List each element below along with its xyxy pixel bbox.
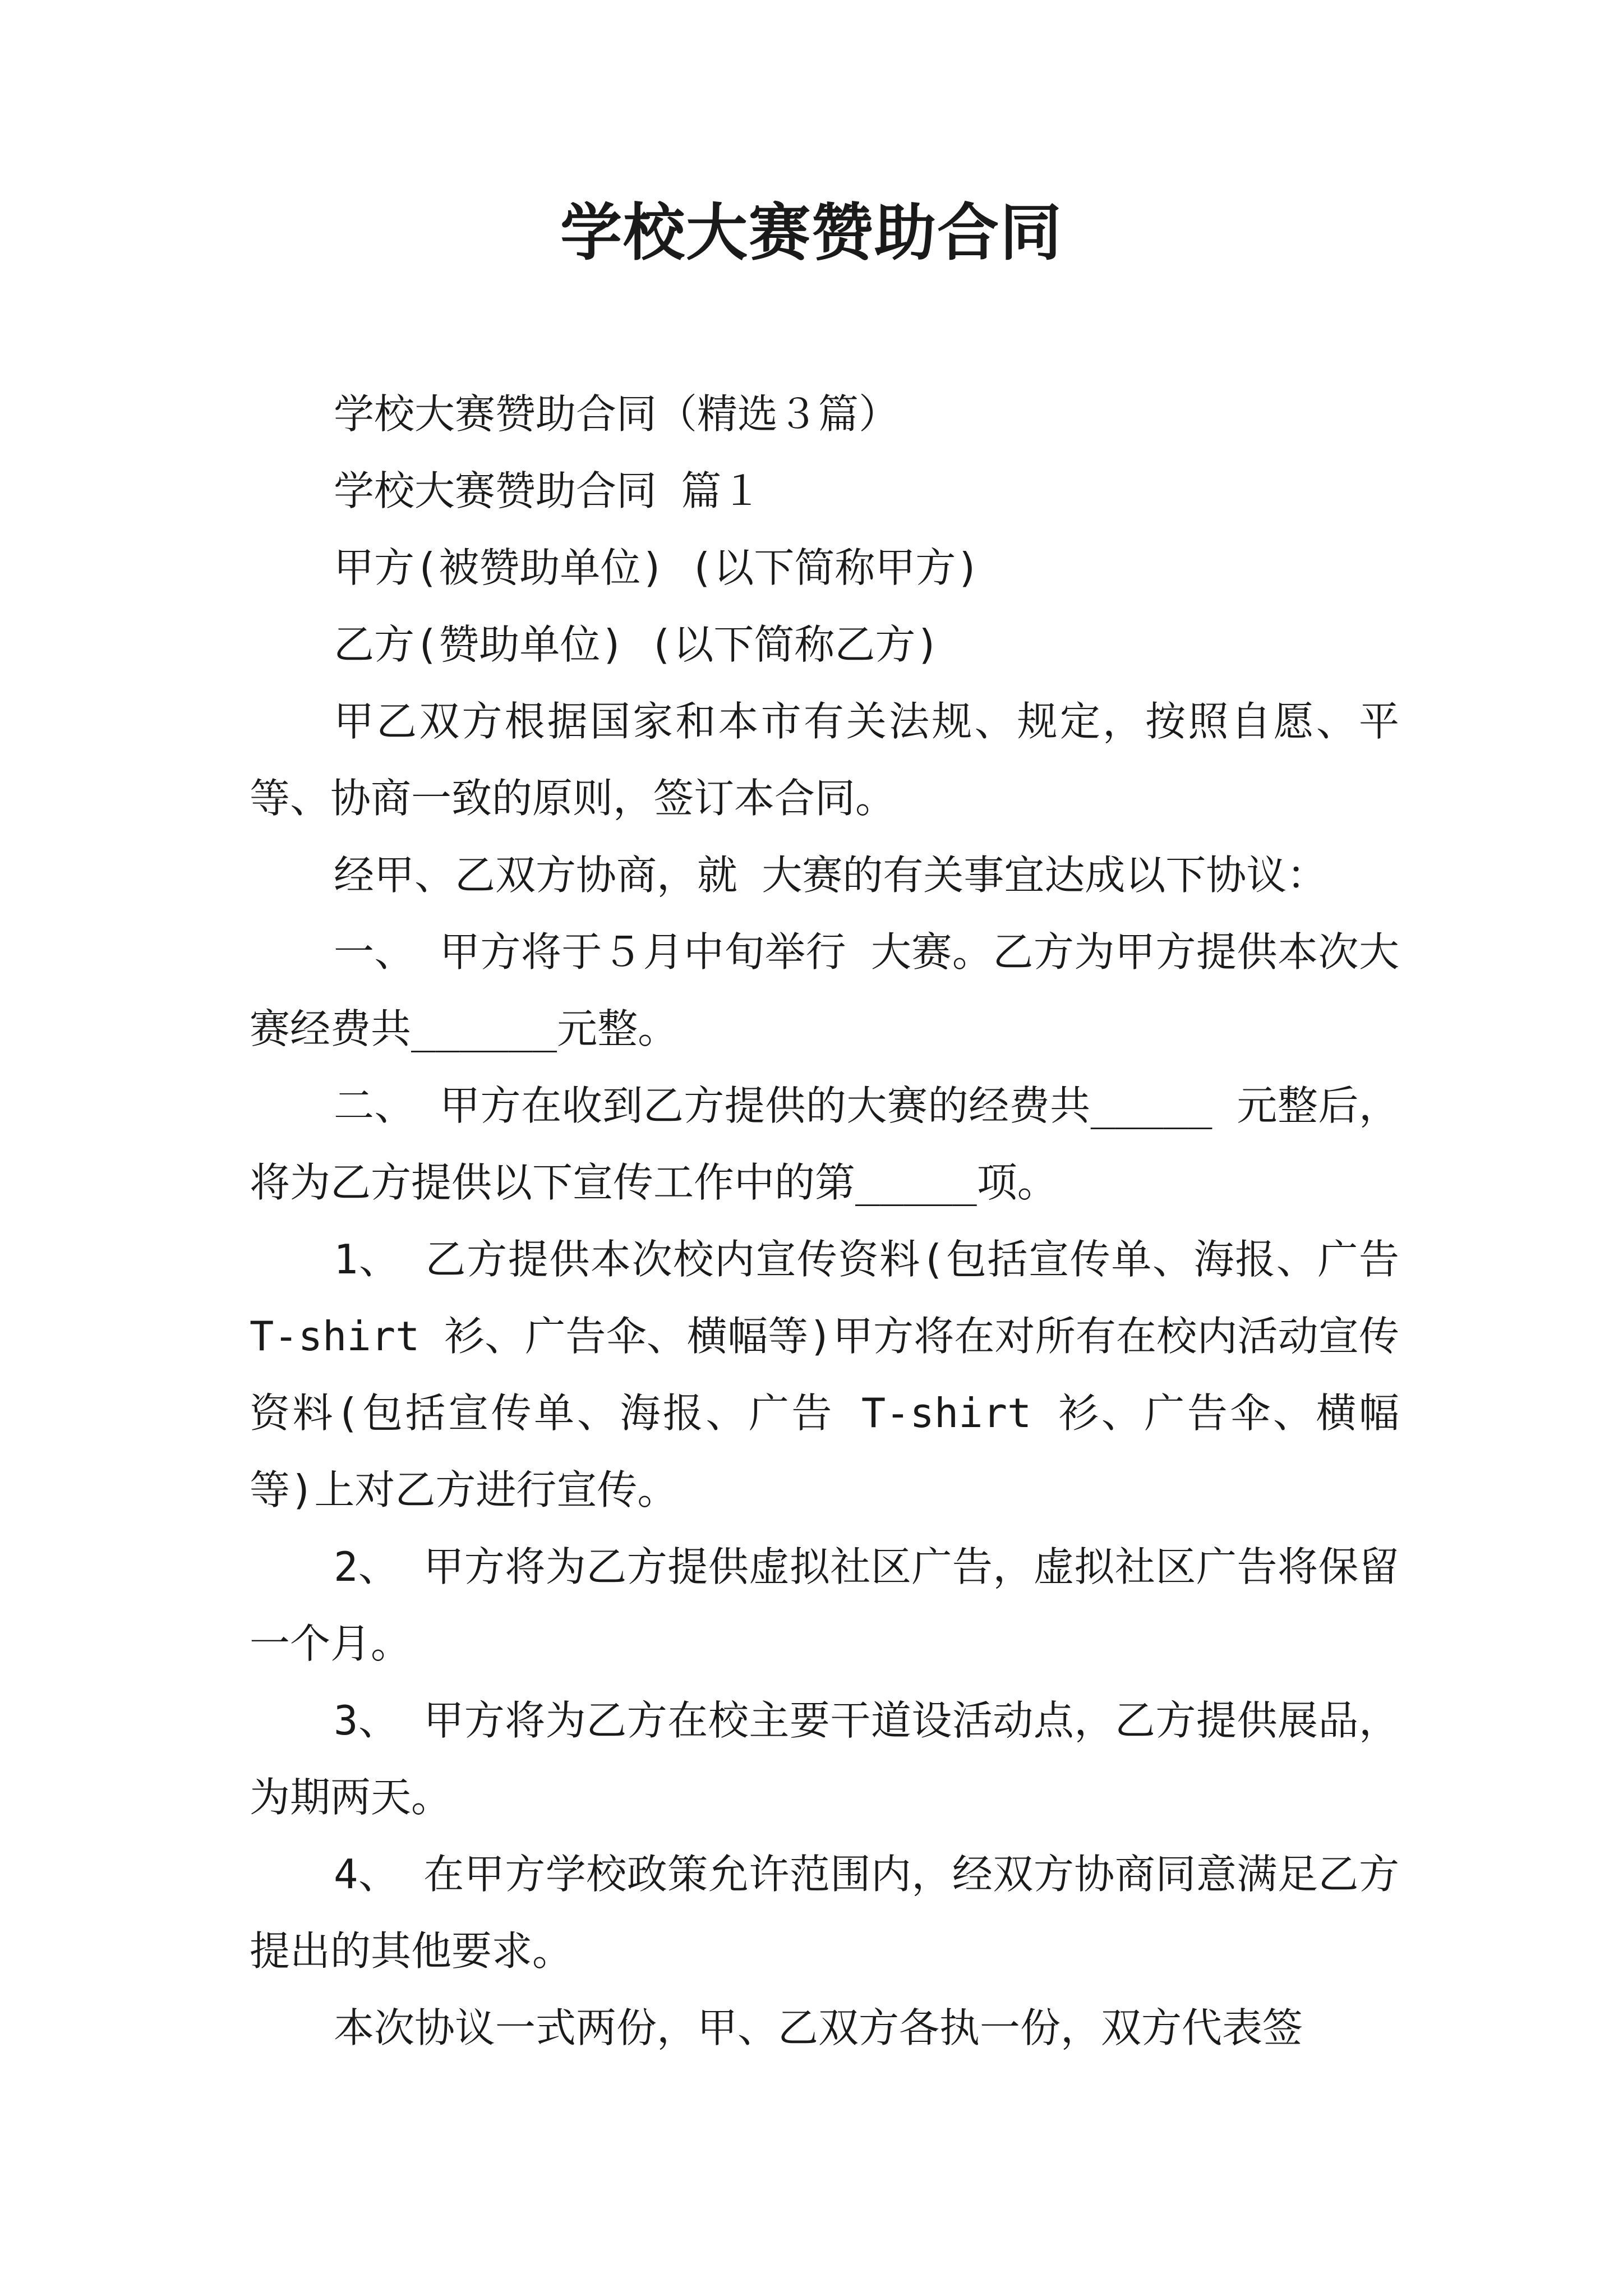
paragraph-item-2: 2、 甲方将为乙方提供虚拟社区广告，虚拟社区广告将保留一个月。 [250,1543,1399,1667]
paragraph-party-b: 乙方(赞助单位) (以下简称乙方) [334,621,940,668]
document-body [250,376,1424,2067]
paragraph-agreement-intro: 经甲、乙双方协商，就 大赛的有关事宜达成以下协议： [334,852,1327,899]
paragraph-subtitle: 学校大赛赞助合同（精选３篇） [334,390,900,438]
paragraph-item-3: 3、 甲方将为乙方在校主要干道设活动点，乙方提供展品，为期两天。 [250,1697,1399,1821]
paragraph-preamble: 甲乙双方根据国家和本市有关法规、规定，按照自愿、平等、协商一致的原则，签订本合同。 [250,698,1399,822]
document-title: 学校大赛赞助合同 [560,196,1063,269]
paragraph-party-a: 甲方(被赞助单位) (以下简称甲方) [334,544,980,591]
paragraph-clause-1: 一、 甲方将于５月中旬举行 大赛。乙方为甲方提供本次大赛经费共______元整。 [250,928,1399,1052]
paragraph-closing: 本次协议一式两份，甲、乙双方各执一份，双方代表签 [334,2004,1303,2051]
paragraph-item-4: 4、 在甲方学校政策允许范围内，经双方协商同意满足乙方提出的其他要求。 [250,1851,1399,1975]
paragraph-clause-2: 二、 甲方在收到乙方提供的大赛的经费共_____ 元整后，将为乙方提供以下宣传工作中的第_____项。 [250,1082,1399,1206]
paragraph-item-1: 1、 乙方提供本次校内宣传资料(包括宣传单、海报、广告 T-shirt 衫、广告伞、横幅等)甲方将在对所有在校内活动宣传资料(包括宣传单、海报、广告 T-shirt 衫、广告伞、横幅等)上对乙方进行宣传。 [250,1236,1424,1513]
paragraph-section-heading: 学校大赛赞助合同 篇１ [334,467,762,514]
